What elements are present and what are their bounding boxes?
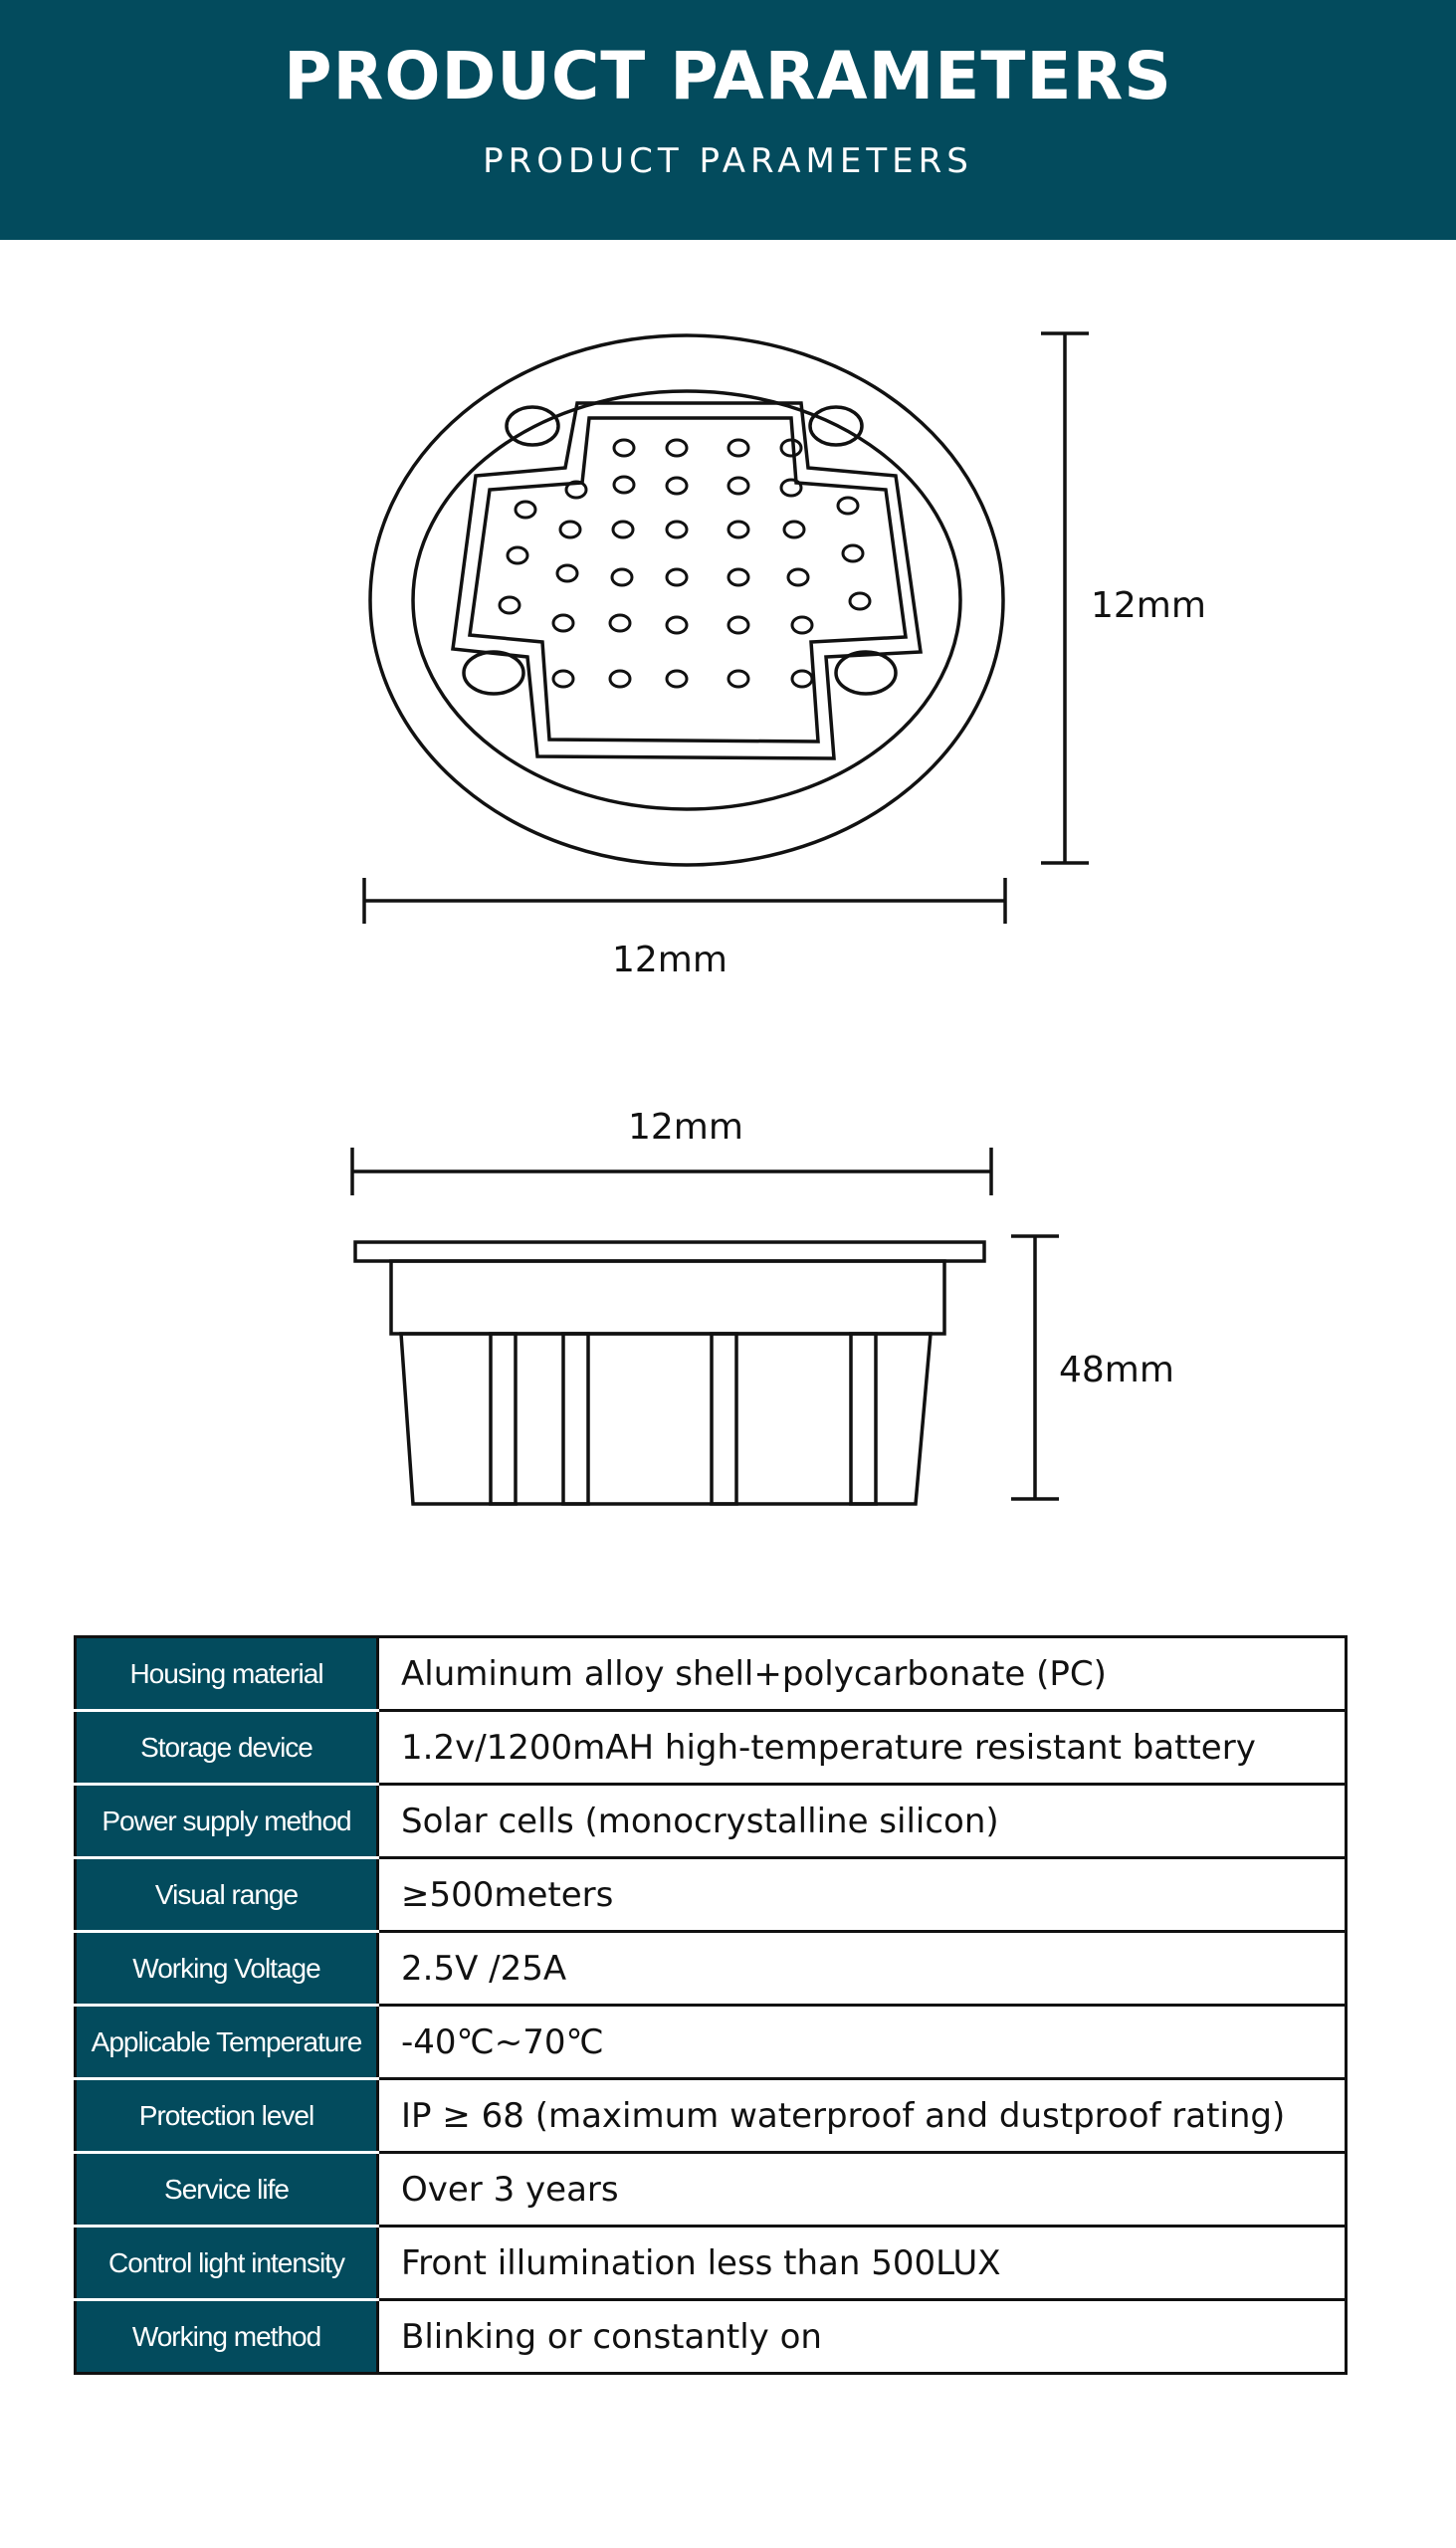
table-row (76, 2227, 1347, 2300)
table-row (76, 2079, 1347, 2153)
cap-plate (355, 1242, 984, 1261)
param-key: Storage device (76, 1711, 378, 1785)
top-view-drawing (364, 333, 1089, 924)
page-subtitle: PRODUCT PARAMETERS (483, 141, 973, 181)
mount-hole (464, 652, 523, 694)
param-value: IP ≥ 68 (maximum waterproof and dustproof rating) (378, 2079, 1347, 2153)
inner-ring (413, 391, 960, 809)
mount-hole (836, 652, 896, 694)
param-key: Working method (76, 2300, 378, 2374)
param-value: 2.5V /25A (378, 1932, 1347, 2006)
param-key: Protection level (76, 2079, 378, 2153)
table-row (76, 1711, 1347, 1785)
param-key: Service life (76, 2153, 378, 2227)
param-value: -40℃~70℃ (378, 2006, 1347, 2079)
side-view-height-label: 48mm (1059, 1350, 1174, 1390)
outer-ring (370, 335, 1003, 865)
side-view-drawing (352, 1148, 1059, 1504)
led-dots (500, 440, 870, 687)
param-key: Visual range (76, 1858, 378, 1932)
param-value: Over 3 years (378, 2153, 1347, 2227)
param-key: Control light intensity (76, 2227, 378, 2300)
param-value: Solar cells (monocrystalline silicon) (378, 1785, 1347, 1858)
table-row (76, 2006, 1347, 2079)
param-key: Power supply method (76, 1785, 378, 1858)
side-view-width-label: 12mm (628, 1107, 743, 1148)
param-key: Applicable Temperature (76, 2006, 378, 2079)
table-row (76, 1637, 1347, 1711)
top-view-width-label: 12mm (612, 940, 728, 980)
param-key: Housing material (76, 1637, 378, 1711)
table-row (76, 1932, 1347, 2006)
param-value: 1.2v/1200mAH high-temperature resistant battery (378, 1711, 1347, 1785)
param-value: Blinking or constantly on (401, 2316, 822, 2357)
param-value: Front illumination less than 500LUX (378, 2227, 1347, 2300)
param-value: ≥500meters (378, 1858, 1347, 1932)
page-title: PRODUCT PARAMETERS (284, 38, 1172, 114)
table-row (76, 2153, 1347, 2227)
table-row (76, 2300, 1347, 2374)
param-value: Aluminum alloy shell+polycarbonate (PC) (378, 1637, 1347, 1711)
table-row (76, 1785, 1347, 1858)
top-view-height-label: 12mm (1091, 585, 1206, 626)
upper-body (391, 1261, 944, 1334)
parameters-table (74, 1635, 1348, 2375)
param-key: Working Voltage (76, 1932, 378, 2006)
table-row (76, 1858, 1347, 1932)
